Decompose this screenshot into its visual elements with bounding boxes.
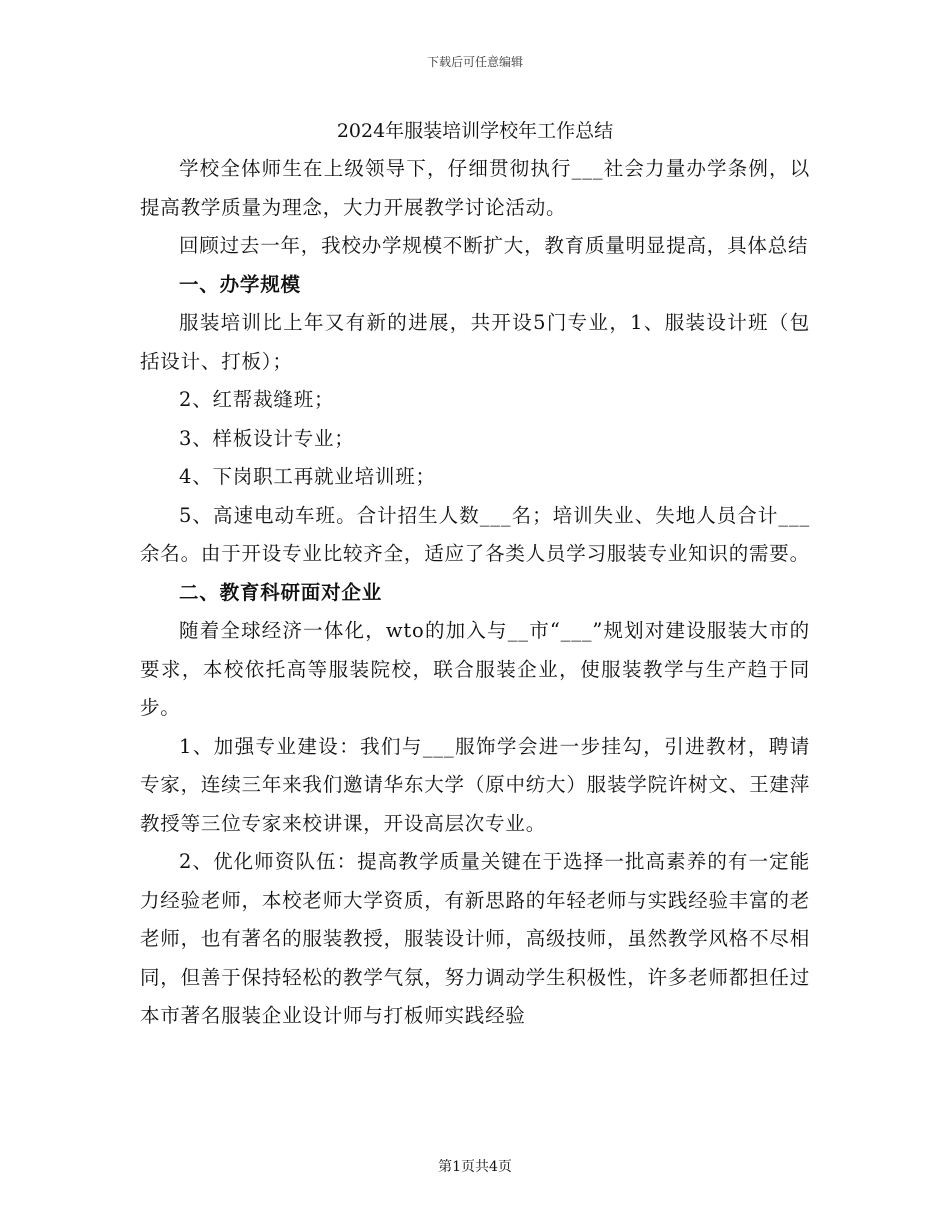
paragraph-review: 回顾过去一年，我校办学规模不断扩大，教育质量明显提高，具体总结: [179, 234, 809, 257]
list-item-sewing-machine: 5、高速电动车班。合计招生人数___名；培训失业、失地人员合计___余名。由于开设专业比较齐全，适应了各类人员学习服装专业知识的需要。: [140, 503, 810, 565]
paragraph-globalization: 随着全球经济一体化，wto的加入与__市“___”规划对建设服装大市的要求，本校依托高等服装院校，联合服装企业，使服装教学与生产趋于同步。: [140, 619, 810, 719]
list-item-reemployment: 4、下岗职工再就业培训班；: [179, 465, 436, 488]
paragraph-majors: 服装培训比上年又有新的进展，共开设5门专业，1、服装设计班（包括设计、打板）；: [140, 311, 810, 373]
paragraph-specialty-building: 1、加强专业建设：我们与___服饰学会进一步挂勾，引进教材，聘请专家，连续三年来我们邀请华东大学（原中纺大）服装学院许树文、王建萍教授等三位专家来校讲课，开设高层次专业。: [140, 734, 810, 835]
section-heading-research: 二、教育科研面对企业: [179, 580, 383, 604]
page-footer: 第1页共4页: [438, 1159, 512, 1175]
section-heading-scale: 一、办学规模: [179, 272, 301, 296]
list-item-tailoring: 2、红帮裁缝班；: [179, 388, 335, 411]
list-item-pattern-design: 3、样板设计专业；: [179, 426, 355, 450]
document-title: 2024年服装培训学校年工作总结: [336, 120, 614, 142]
paragraph-intro: 学校全体师生在上级领导下，仔细贯彻执行___社会力量办学条例，以提高教学质量为理念，大力开展教学讨论活动。: [140, 157, 810, 219]
paragraph-faculty: 2、优化师资队伍：提高教学质量关键在于选择一批高素养的有一定能力经验老师，本校老师大学资质，有新思路的年轻老师与实践经验丰富的老老师，也有著名的服装教授，服装设计师，高级技师，虽然教学风格不尽相同，但善于保持轻松的教学气氛，努力调动学生积极性，许多老师都担任过本市著名服装企业设计师与打板师实践经验: [140, 850, 810, 1027]
page-header: 下载后可任意编辑: [426, 55, 523, 69]
document-body: [140, 112, 810, 1036]
